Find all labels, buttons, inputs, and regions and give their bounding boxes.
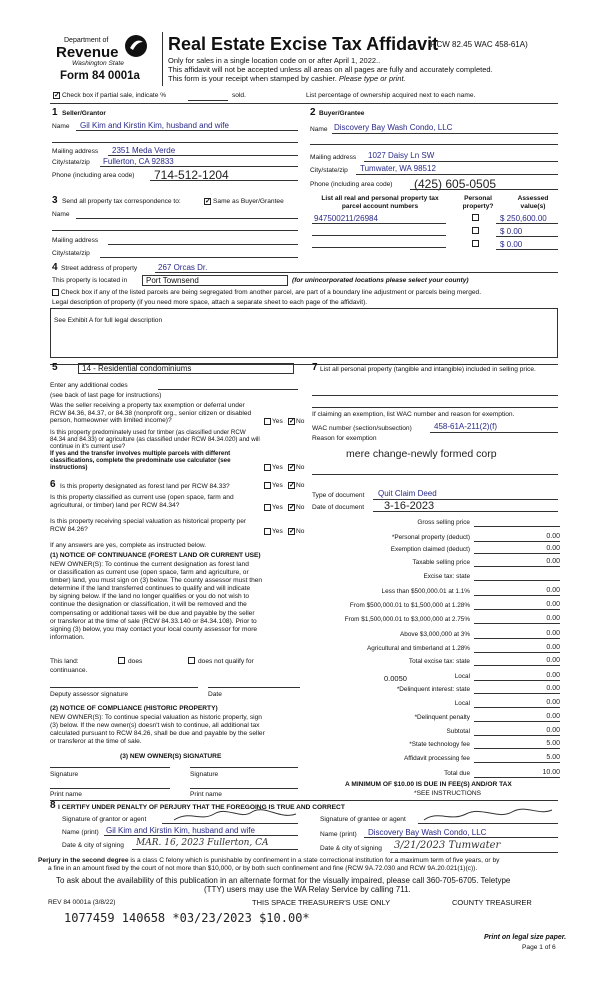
- seller-address[interactable]: 2351 Meda Verde: [112, 146, 176, 155]
- tax-row-label: *State technology fee: [409, 741, 470, 748]
- timber-question: Is this property predominately used for timber (as classified under RCW 84.34 and 84.33) or agriculture (as classified under RCW 84.34.020) and will continue in it's current use?: [50, 429, 260, 450]
- accessibility-text-1: To ask about the availability of this publication in an alternate format for the visually impaired, please call 360-705-6705. Teletype: [56, 876, 511, 885]
- buyer-address-label: Mailing address: [310, 154, 357, 161]
- new-owner-heading: (3) NEW OWNER(S) SIGNATURE: [120, 753, 222, 760]
- rcw-ref: (RCW 82.45 WAC 458-61A): [428, 40, 528, 49]
- legal-description: See Exhibit A for full legal description: [54, 317, 163, 324]
- tax-row-label: Agricultural and timberland at 1.28%: [366, 645, 470, 652]
- tax-row-value[interactable]: 0.00: [546, 727, 560, 734]
- tax-row-label: From $1,500,000.01 to $3,000,000 at 2.75%: [344, 616, 470, 623]
- location-note: (for unincorporated locations please select your county): [292, 277, 469, 284]
- q4-yes-checkbox[interactable]: [264, 504, 271, 511]
- buyer-name-label: Name: [310, 126, 328, 133]
- historic-text: [50, 714, 265, 746]
- assessed-value-2[interactable]: $ 0.00: [500, 227, 523, 236]
- legal-description-box[interactable]: [50, 308, 558, 358]
- buyer-city-label: City/state/zip: [310, 167, 348, 174]
- tax-row-label: Taxable selling price: [412, 559, 470, 566]
- paragraph-line: or transferor at the time of sale.: [50, 738, 142, 746]
- tax-row-value[interactable]: 0.00: [546, 657, 560, 664]
- paragraph-line: determine if the land transferred continues to qualify and will indicate: [50, 585, 251, 593]
- tax-row-value[interactable]: 0.00: [546, 587, 560, 594]
- legal-paper-note: Print on legal size paper.: [484, 934, 567, 941]
- correspondence-label: Send all property tax correspondence to:: [62, 198, 181, 205]
- seller-city[interactable]: Fullerton, CA 92833: [103, 157, 174, 166]
- minimum-notice: A MINIMUM OF $10.00 IS DUE IN FEE(S) AND/OR TAX: [345, 781, 512, 788]
- paragraph-line: (3) below. If the new owner(s) doesn't wish to continue, all additional tax: [50, 722, 260, 730]
- q5-no-label: No: [296, 528, 305, 535]
- grantee-date[interactable]: 3/21/2023 Tumwater: [394, 840, 501, 851]
- tax-row-label: Gross selling price: [417, 519, 470, 526]
- header-note-3: This form is your receipt when stamped by cashier.: [168, 74, 337, 83]
- corr-address-label: Mailing address: [52, 237, 99, 244]
- seller-address-label: Mailing address: [52, 148, 99, 155]
- section-1-number: 1: [52, 107, 58, 118]
- owner-signature-label-2: Signature: [190, 771, 219, 778]
- tax-row-value[interactable]: 0.00: [546, 699, 560, 706]
- same-as-buyer-checkbox[interactable]: ✓: [205, 198, 211, 205]
- tax-row-value[interactable]: 0.00: [546, 533, 560, 540]
- location-value: Port Townsend: [146, 276, 199, 285]
- paragraph-line: or transferor at the time of sale (RCW 84.33.140 or 84.34.108). Prior to: [50, 617, 257, 625]
- corr-name-label: Name: [52, 211, 70, 218]
- tax-row-label: Total excise tax: state: [408, 658, 470, 665]
- historic-question: Is this property receiving special valuation as historical property per RCW 84.26?: [50, 518, 247, 533]
- treasurer-use-label: THIS SPACE TREASURER'S USE ONLY: [252, 898, 391, 907]
- section-7-number: 7: [312, 362, 318, 373]
- q4-yes-label: Yes: [272, 504, 283, 511]
- additional-codes-note: (see back of last page for instructions): [50, 392, 162, 399]
- historic-heading: (2) NOTICE OF COMPLIANCE (HISTORIC PROPERTY): [50, 705, 218, 712]
- exemption-reason[interactable]: mere change-newly formed corp: [346, 448, 497, 460]
- q3-yes-checkbox[interactable]: [264, 482, 271, 489]
- paragraph-line: continue the designation or classification, it will be removed and the: [50, 601, 247, 609]
- certification: I CERTIFY UNDER PENALTY OF PERJURY THAT THE FOREGOING IS TRUE AND CORRECT: [58, 804, 345, 811]
- q2-no-label: No: [296, 464, 305, 471]
- see-instructions: *SEE INSTRUCTIONS: [414, 790, 482, 797]
- does-not-checkbox[interactable]: [188, 657, 195, 664]
- does-not-label: does not qualify for: [198, 658, 254, 665]
- segregated-checkbox[interactable]: [52, 289, 59, 296]
- seller-phone-label: Phone (including area code): [52, 172, 135, 179]
- tax-row-label: Exemption claimed (deduct): [390, 546, 470, 553]
- tax-row-value[interactable]: 0.00: [546, 685, 560, 692]
- grantor-name[interactable]: Gil Kim and Kirstin Kim, husband and wife: [106, 826, 255, 835]
- does-checkbox[interactable]: [118, 657, 125, 664]
- q1-yes-label: Yes: [272, 418, 283, 425]
- perjury-text-1: is a class C felony which is punishable by confinement in a state correctional institution for a maximum term of five years, or by: [130, 857, 500, 864]
- wac-number-label: WAC number (section/subsection): [312, 425, 412, 432]
- q2-no-checkbox[interactable]: ✓: [289, 464, 295, 471]
- q1-no-checkbox[interactable]: ✓: [289, 418, 295, 425]
- header-note-1: Only for sales in a single location code on or after April 1, 2022..: [168, 56, 381, 65]
- paragraph-line: by signing below. If the land no longer qualifies or you do not wish to: [50, 593, 250, 601]
- q5-yes-checkbox[interactable]: [264, 528, 271, 535]
- owner-signature-label-1: Signature: [50, 771, 79, 778]
- grantor-date[interactable]: MAR. 16, 2023 Fullerton, CA: [136, 838, 269, 848]
- street-address[interactable]: 267 Orcas Dr.: [158, 263, 208, 272]
- parcel-1[interactable]: 947500211/26984: [314, 214, 378, 223]
- document-type-label: Type of document: [312, 492, 365, 499]
- wac-number[interactable]: 458-61A-211(2)(f): [434, 422, 497, 431]
- tax-row-label: Less than $500,000.01 at 1.1%: [381, 588, 470, 595]
- this-land-label: This land:: [50, 658, 79, 665]
- paragraph-line: compensating or additional taxes will be due and payable by the seller: [50, 609, 255, 617]
- tax-row-value[interactable]: 0.00: [546, 615, 560, 622]
- tax-row-value[interactable]: 0.00: [546, 713, 560, 720]
- partial-sale-label: Check box if partial sale, indicate %: [62, 92, 167, 99]
- current-use-question: Is this property classified as current use (open space, farm and agricultural, or timber) land per RCW 84.34?: [50, 494, 234, 509]
- deputy-assessor-label: Deputy assessor signature: [50, 691, 129, 698]
- page-number: Page 1 of 6: [522, 944, 556, 951]
- personal-property-checkbox-1[interactable]: [472, 214, 479, 221]
- tax-row-value[interactable]: 0.00: [546, 672, 560, 679]
- grantor-date-label: Date & city of signing: [62, 842, 124, 849]
- corr-city-label: City/state/zip: [52, 250, 90, 257]
- timber-question-note: If yes and the transfer involves multiple parcels with different classifications, complete the predominate use calculator (see instructions): [50, 450, 231, 471]
- owner-print-label-2: Print name: [190, 791, 222, 798]
- seller-phone[interactable]: 714-512-1204: [154, 168, 229, 182]
- sold-label: sold.: [232, 92, 246, 99]
- does-label: does: [128, 658, 143, 665]
- perjury-text-2: a fine in an amount fixed by the court of not more than $10,000, or by both such confinement and fine (RCW 9A.72.030 and RCW 9A.20.021(1)(c)).: [48, 865, 478, 872]
- header-note-3b: Please type or print.: [338, 74, 406, 83]
- q1-no-label: No: [296, 418, 305, 425]
- personal-property-checkbox-2[interactable]: [472, 227, 479, 234]
- buyer-city[interactable]: Tumwater, WA 98512: [360, 164, 436, 173]
- legal-description-label: Legal description of property (if you need more space, attach a separate sheet to each page of the affidavit).: [52, 299, 368, 306]
- same-as-buyer-label: Same as Buyer/Grantee: [213, 198, 284, 205]
- section-3-number: 3: [52, 195, 58, 206]
- document-type[interactable]: Quit Claim Deed: [378, 489, 437, 498]
- tax-row-label: From $500,000.01 to $1,500,000 at 1.28%: [349, 602, 470, 609]
- paragraph-line: signing (3) below, you may contact your local county assessor for more: [50, 625, 258, 633]
- tax-row-value[interactable]: 0.00: [546, 601, 560, 608]
- continuance-label: continuance.: [50, 667, 88, 674]
- assessed-value-3[interactable]: $ 0.00: [500, 240, 523, 249]
- location-select[interactable]: [142, 275, 288, 286]
- grantor-name-label: Name (print): [62, 829, 99, 836]
- tax-row-label: Total due: [444, 770, 470, 777]
- answers-note: If any answers are yes, complete as instructed below.: [50, 542, 207, 549]
- located-in-label: This property is located in: [52, 277, 128, 284]
- personal-property-header: Personal property?: [462, 195, 494, 210]
- paragraph-line: NEW OWNER(S): To continue special valuation as historic property, sign: [50, 714, 262, 721]
- paragraph-line: timber) land, you must sign on (3) below. The county assessor must then: [50, 577, 263, 585]
- partial-sale-checkbox[interactable]: ✓: [54, 92, 60, 99]
- exemption-question: Was the seller receiving a property tax exemption or deferral under RCW 84.36, 84.37, or 84.38 (nonprofit org., senior citizen or disabled person, homeowner with limited income)?: [50, 402, 252, 425]
- tax-row-value[interactable]: 0.00: [546, 630, 560, 637]
- grantor-signature[interactable]: [170, 808, 300, 824]
- grantee-signature-label: Signature of grantee or agent: [320, 816, 406, 823]
- q4-no-checkbox[interactable]: ✓: [289, 504, 295, 511]
- section-6-number: 6: [50, 479, 56, 490]
- tax-row-value[interactable]: 10.00: [542, 769, 560, 776]
- paragraph-line: NEW OWNER(S): To continue the current designation as forest land: [50, 561, 249, 568]
- q2-yes-checkbox[interactable]: [264, 464, 271, 471]
- section-2-number: 2: [310, 107, 316, 118]
- personal-property-label: List all personal property (tangible and intangible) included in selling price.: [320, 366, 536, 373]
- section-5-number: 5: [52, 362, 58, 373]
- tax-row-label: Subtotal: [446, 728, 470, 735]
- revenue-logo-icon: [124, 33, 148, 59]
- buyer-phone[interactable]: (425) 605-0505: [414, 177, 497, 191]
- section-8-number: 8: [50, 800, 56, 811]
- tax-row-label: *Delinquent interest: state: [396, 686, 470, 693]
- q5-no-checkbox[interactable]: ✓: [289, 528, 295, 535]
- assessed-value-1[interactable]: $ 250,600.00: [500, 214, 547, 223]
- grantor-signature-label: Signature of grantor or agent: [62, 816, 147, 823]
- cashier-stamp: 1077459 140658 *03/23/2023 $10.00*: [64, 911, 310, 925]
- tax-row-label: *Delinquent penalty: [414, 714, 470, 721]
- buyer-address[interactable]: 1027 Daisy Ln SW: [368, 151, 435, 160]
- assessed-value-header: Assessed value(s): [517, 195, 549, 210]
- land-use-code-select[interactable]: [78, 363, 294, 374]
- continuance-heading: (1) NOTICE OF CONTINUANCE (FOREST LAND OR CURRENT USE): [50, 552, 261, 559]
- land-use-code: 14 - Residential condominiums: [82, 364, 192, 373]
- grantee-signature[interactable]: [420, 806, 556, 824]
- exemption-reason-label: Reason for exemption: [312, 435, 377, 442]
- county-treasurer-label: COUNTY TREASURER: [452, 898, 532, 907]
- continuance-text: [50, 561, 262, 642]
- seller-name-label: Name: [52, 123, 70, 130]
- tax-row-label: Local: [454, 673, 470, 680]
- q3-yes-label: Yes: [272, 482, 283, 489]
- q4-no-label: No: [296, 504, 305, 511]
- seller-title: Seller/Grantor: [62, 110, 106, 117]
- forest-land-question: Is this property designated as forest land per RCW 84.33?: [60, 483, 230, 490]
- seller-name[interactable]: Gil Kim and Kirstin Kim, husband and wife: [80, 121, 229, 130]
- grantee-name[interactable]: Discovery Bay Wash Condo, LLC: [368, 828, 487, 837]
- assessor-date-label: Date: [208, 691, 222, 698]
- form-number: Form 84 0001a: [60, 70, 140, 82]
- document-date-label: Date of document: [312, 504, 365, 511]
- tax-row-label: Local: [454, 700, 470, 707]
- tax-row-label: Excise tax: state: [423, 573, 470, 580]
- q1-yes-checkbox[interactable]: [264, 418, 271, 425]
- personal-property-checkbox-3[interactable]: [472, 240, 479, 247]
- tax-row-value[interactable]: 0.00: [546, 644, 560, 651]
- street-address-label: Street address of property: [61, 265, 138, 272]
- accessibility-text-2: (TTY) users may use the WA Relay Service by calling 711.: [204, 885, 411, 894]
- revision-number: REV 84 0001a (3/8/22): [48, 899, 116, 906]
- perjury-label: Perjury in the second degree: [38, 857, 129, 864]
- tax-row-value[interactable]: 5.00: [546, 740, 560, 747]
- paragraph-line: calculated pursuant to RCW 84.26, shall be due and payable by the seller: [50, 730, 265, 738]
- q3-no-checkbox[interactable]: ✓: [289, 482, 295, 489]
- paragraph-line: or classification as current use (open space, farm and agriculture, or: [50, 569, 249, 577]
- wac-instruction: If claiming an exemption, list WAC number and reason for exemption.: [312, 411, 515, 418]
- tax-row-label: Above $3,000,000 at 3%: [400, 631, 470, 638]
- form-title: Real Estate Excise Tax Affidavit: [168, 34, 439, 54]
- owner-print-label-1: Print name: [50, 791, 82, 798]
- tax-row-label: Affidavit processing fee: [404, 755, 470, 762]
- header-note-2: This affidavit will not be accepted unless all areas on all pages are fully and accurately completed.: [168, 65, 493, 74]
- grantee-date-label: Date & city of signing: [320, 845, 382, 852]
- additional-codes-label: Enter any additional codes: [50, 382, 128, 389]
- grantee-name-label: Name (print): [320, 831, 357, 838]
- local-rate: 0.0050: [384, 674, 407, 683]
- document-date[interactable]: 3-16-2023: [384, 500, 435, 512]
- seller-city-label: City/state/zip: [52, 159, 90, 166]
- parcel-header: List all real and personal property tax parcel account numbers: [321, 195, 439, 210]
- tax-row-value[interactable]: 0.00: [546, 558, 560, 565]
- section-4-number: 4: [52, 262, 58, 273]
- segregated-label: Check box if any of the listed parcels are being segregated from another parcel, are part of a boundary line adjustment or parcels being merged.: [61, 289, 482, 296]
- tax-row-label: *Personal property (deduct): [391, 534, 470, 541]
- paragraph-line: information.: [50, 633, 85, 641]
- q2-yes-label: Yes: [272, 464, 283, 471]
- buyer-title: Buyer/Grantee: [319, 110, 365, 117]
- tax-row-value[interactable]: 5.00: [546, 754, 560, 761]
- revenue-logo-text: Revenue: [56, 44, 119, 61]
- q3-no-label: No: [296, 482, 305, 489]
- dept-label: Department of: [64, 37, 109, 44]
- list-percentage-note: List percentage of ownership acquired next to each name.: [306, 92, 476, 99]
- tax-row-value[interactable]: 0.00: [546, 545, 560, 552]
- q5-yes-label: Yes: [272, 528, 283, 535]
- buyer-name[interactable]: Discovery Bay Wash Condo, LLC: [334, 123, 453, 132]
- state-label: Washington State: [72, 60, 124, 67]
- buyer-phone-label: Phone (including area code): [310, 181, 393, 188]
